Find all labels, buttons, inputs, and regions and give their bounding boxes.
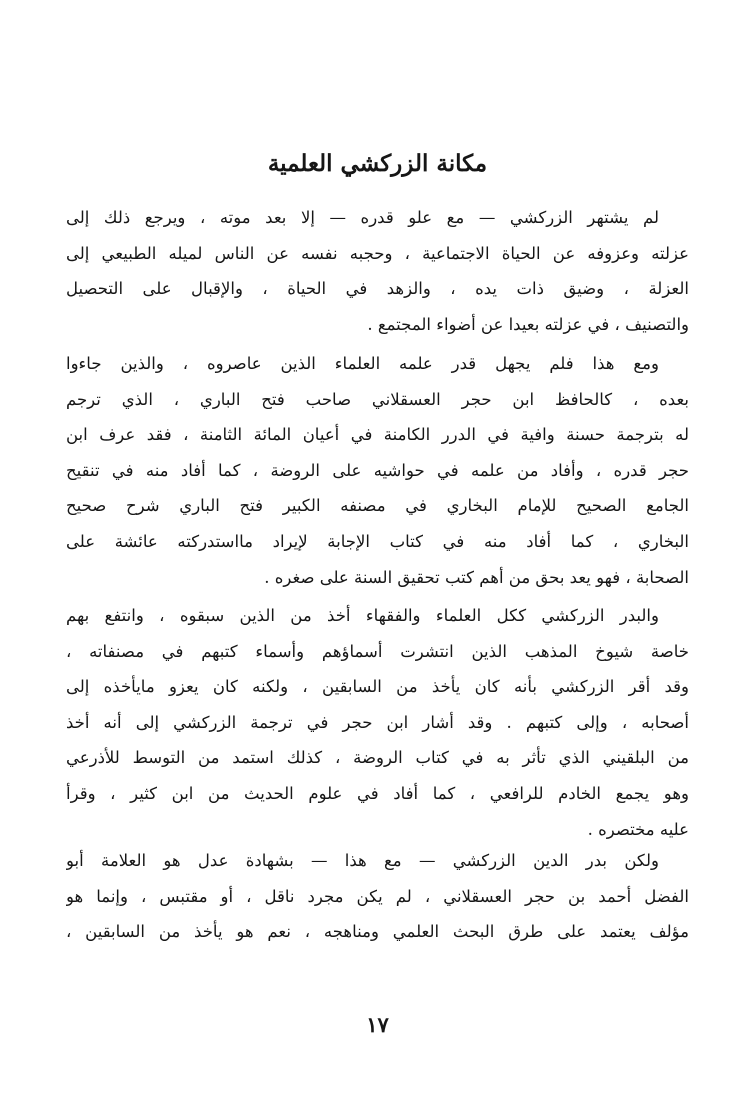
text-line: له بترجمة حسنة وافية في الدرر الكامنة في أعيان المائة الثامنة ، فقد عرف ابن — [66, 425, 689, 445]
paragraph — [66, 843, 689, 950]
page-number: ١٧ — [366, 1012, 389, 1037]
text-line: من البلقيني الذي تأثر به في كتاب الروضة ، كذلك استمد من التوسط للأذرعي — [66, 748, 689, 768]
text-line: عزلته وعزوفه عن الحياة الاجتماعية ، وحجبه نفسه عن الناس لميله الطبيعي إلى — [66, 243, 689, 263]
paragraph — [66, 346, 689, 595]
text-line: وقد أقر الزركشي بأنه كان يأخذ من السابقين ، ولكنه كان يعزو مايأخذه إلى — [66, 677, 689, 697]
paragraph — [66, 200, 689, 342]
text-line: حجر قدره ، وأفاد من علمه في حواشيه على الروضة ، كما أفاد منه في تنقيح — [66, 460, 689, 480]
text-line: بعده ، كالحافظ ابن حجر العسقلاني صاحب فتح الباري ، الذي ترجم — [66, 389, 689, 409]
text-line: البخاري ، كما أفاد منه في كتاب الإجابة لإيراد مااستدركته عائشة على — [66, 531, 689, 551]
text-line: خاصة شيوخ المذهب الذين انتشرت أسماؤهم وأسماء كتبهم في مصنفاته ، — [66, 641, 689, 661]
text-line: مؤلف يعتمد على طرق البحث العلمي ومناهجه ، نعم هو يأخذ من السابقين ، — [66, 922, 689, 942]
text-line: عليه مختصره . — [587, 819, 689, 839]
text-line: وهو يجمع الخادم للرافعي ، كما أفاد في علوم الحديث من ابن كثير ، وقرأ — [66, 783, 689, 803]
text-line: أصحابه ، وإلى كتبهم . وقد أشار ابن حجر في ترجمة الزركشي إلى أنه أخذ — [66, 712, 689, 732]
text-line: لم يشتهر الزركشي — مع علو قدره — إلا بعد موته ، ويرجع ذلك إلى — [66, 208, 659, 227]
text-line: ومع هذا فلم يجهل قدر علمه العلماء الذين عاصروه ، والذين جاءوا — [66, 354, 659, 373]
text-line: والبدر الزركشي ككل العلماء والفقهاء أخذ من الذين سبقوه ، وانتفع بهم — [66, 606, 659, 625]
paragraph — [66, 598, 689, 847]
text-line: العزلة ، وضيق ذات يده ، والزهد في الحياة ، والإقبال على التحصيل — [66, 279, 689, 299]
text-line: والتصنيف ، في عزلته بعيدا عن أضواء المجتمع . — [367, 314, 689, 334]
text-line: ولكن بدر الدين الزركشي — مع هذا — بشهادة عدل هو العلامة أبو — [66, 851, 659, 870]
text-line: الفضل أحمد بن حجر العسقلاني ، لم يكن مجرد ناقل ، أو مقتبس ، وإنما هو — [66, 886, 689, 906]
text-line: الجامع الصحيح للإمام البخاري في مصنفه الكبير فتح الباري شرح صحيح — [66, 496, 689, 516]
page-title: مكانة الزركشي العلمية — [267, 150, 488, 177]
text-line: الصحابة ، فهو يعد بحق من أهم كتب تحقيق السنة على صغره . — [264, 567, 689, 587]
